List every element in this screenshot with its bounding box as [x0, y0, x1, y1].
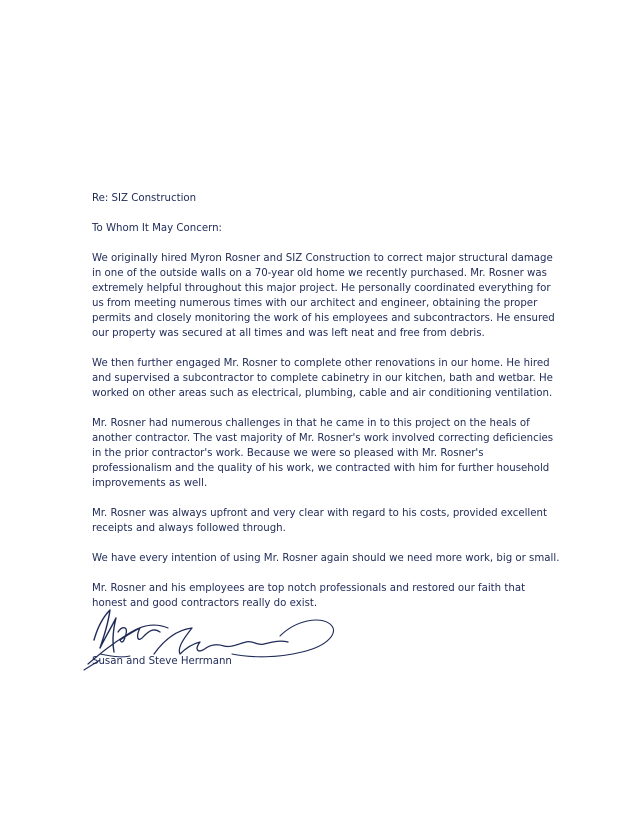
paragraph-5 [92, 551, 572, 566]
paragraph-line: and supervised a subcontractor to complete cabinetry in our kitchen, bath and wetbar. He [92, 373, 553, 384]
spacer [92, 566, 572, 581]
paragraph-4 [92, 506, 572, 536]
paragraph-line: improvements as well. [92, 478, 208, 489]
paragraph-line: honest and good contractors really do exist. [92, 598, 318, 609]
paragraph-line: permits and closely monitoring the work of his employees and subcontractors. He ensured [92, 313, 555, 324]
paragraph-line: We have every intention of using Mr. Rosner again should we need more work, big or small. [92, 553, 560, 564]
paragraph-line: Mr. Rosner had numerous challenges in that he came in to this project on the heals of [92, 418, 530, 429]
paragraph-line: us from meeting numerous times with our architect and engineer, obtaining the proper [92, 298, 538, 309]
spacer [92, 401, 572, 416]
signer-name: Susan and Steve Herrmann [92, 656, 232, 667]
paragraph-line: receipts and always followed through. [92, 523, 286, 534]
paragraph-line: another contractor. The vast majority of Mr. Rosner's work involved correcting deficiencies [92, 433, 554, 444]
paragraph-3 [92, 416, 572, 491]
paragraph-1 [92, 251, 572, 341]
letter-body [92, 191, 572, 611]
paragraph-line: Mr. Rosner was always upfront and very clear with regard to his costs, provided excellent [92, 508, 547, 519]
paragraph-line: We originally hired Myron Rosner and SIZ Construction to correct major structural damage [92, 253, 553, 264]
spacer [92, 206, 572, 221]
paragraph-2 [92, 356, 572, 401]
paragraph-line: professionalism and the quality of his work, we contracted with him for further household [92, 463, 550, 474]
paragraph-line: in one of the outside walls on a 70-year old home we recently purchased. Mr. Rosner was [92, 268, 547, 279]
spacer [92, 536, 572, 551]
subject-line: Re: SIZ Construction [92, 193, 197, 204]
spacer [92, 491, 572, 506]
paragraph-line: extremely helpful throughout this major project. He personally coordinated everything for [92, 283, 551, 294]
paragraph-line: Mr. Rosner and his employees are top notch professionals and restored our faith that [92, 583, 526, 594]
spacer [92, 236, 572, 251]
spacer [92, 341, 572, 356]
paragraph-line: our property was secured at all times and was left neat and free from debris. [92, 328, 485, 339]
salutation: To Whom It May Concern: [92, 223, 222, 234]
paragraph-line: in the prior contractor's work. Because we were so pleased with Mr. Rosner's [92, 448, 484, 459]
paragraph-line: worked on other areas such as electrical, plumbing, cable and air conditioning ventilation. [92, 388, 553, 399]
paragraph-line: We then further engaged Mr. Rosner to complete other renovations in our home. He hired [92, 358, 550, 369]
